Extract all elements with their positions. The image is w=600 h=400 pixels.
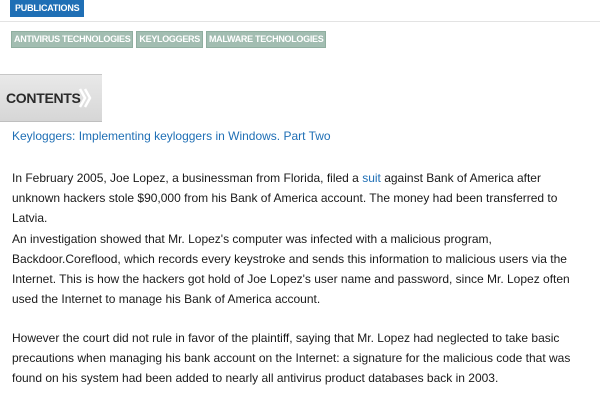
tag-list: [11, 31, 326, 48]
article-paragraph-3: However the court did not rule in favor of the plaintiff, saying that Mr. Lopez had neglected to take basic precautions when managing his bank account on the Internet: a signature for the malicious code that was found on his system had been added to nearly all antivirus product databases back in 2003.: [12, 331, 571, 385]
publications-bar: [0, 0, 600, 22]
tag-malware-technologies[interactable]: MALWARE TECHNOLOGIES: [206, 31, 327, 48]
tag-antivirus-technologies[interactable]: ANTIVIRUS TECHNOLOGIES: [11, 31, 133, 48]
publications-link[interactable]: PUBLICATIONS: [10, 0, 84, 17]
article-paragraph-1: [12, 168, 590, 228]
header-divider: [0, 21, 600, 22]
suit-link[interactable]: suit: [362, 171, 381, 185]
contents-header: [0, 74, 102, 122]
article-paragraph-2: An investigation showed that Mr. Lopez's computer was infected with a malicious program, Backdoor.Coreflood, which records every keystroke and sends this information to malicious users via the Internet. This is how the hackers got hold of Joe Lopez's user name and password, since Mr. Lopez often used the Internet to manage his Bank of America account.: [12, 232, 570, 306]
contents-label: CONTENTS: [6, 90, 81, 106]
article-title-link[interactable]: Keyloggers: Implementing keyloggers in Windows. Part Two: [12, 129, 331, 143]
paragraph-1-text-before: In February 2005, Joe Lopez, a businessman from Florida, filed a: [12, 171, 363, 185]
chevron-double-right-icon: [78, 87, 92, 114]
paragraph-1-text-after: against Bank of America after unknown hackers stole $90,000 from his Bank of America account. The money had been transferred to Latvia.: [12, 171, 558, 225]
tag-keyloggers[interactable]: KEYLOGGERS: [136, 31, 203, 48]
